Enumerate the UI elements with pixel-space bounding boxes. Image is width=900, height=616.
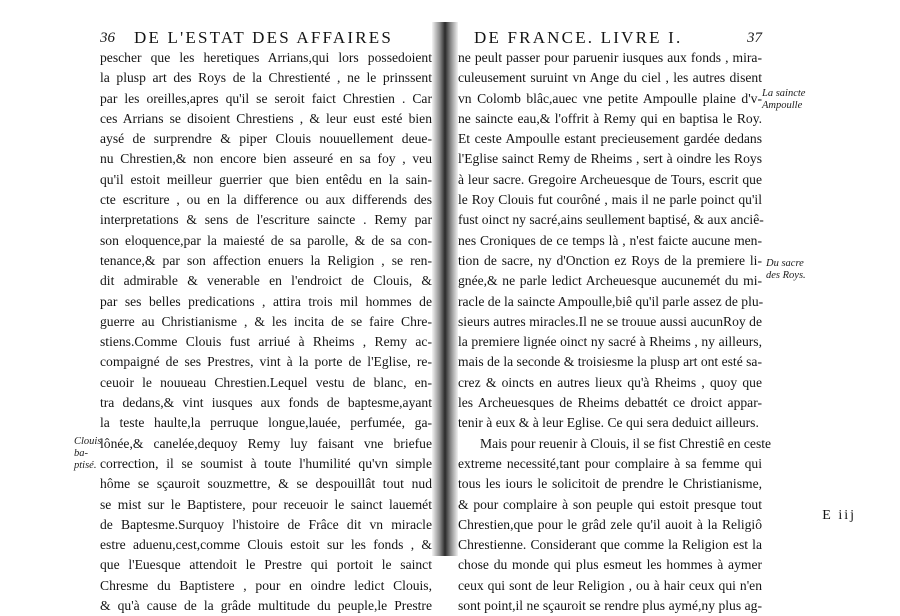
right-margin-note-ampoulle	[762, 88, 820, 112]
text-line: Chresme du Baptistere , pour en oindre ledict Clouis,	[100, 577, 432, 593]
text-line: de Baptesme.Surquoy l'histoire de Frâce dit vn miracle	[100, 516, 432, 532]
text-line: Et ceste Ampoulle estant precieusement gardée dedans	[458, 131, 762, 147]
left-page-text	[100, 48, 432, 616]
text-line: à leur sacre. Gregoire Archeuesque de Tours, escrit que	[458, 171, 762, 187]
left-running-title: DE L'ESTAT DES AFFAIRES	[134, 28, 394, 47]
text-line: interpretations & sens de l'escriture saincte . Remy par	[100, 212, 432, 228]
text-line: tion de sacre, ny d'Onction ez Roys de la premiere li-	[458, 252, 762, 268]
text-line: cte escriture , ou en la difference ou aux differends des	[100, 192, 432, 208]
text-line: correction, il se soumist à toute l'humilité qu'vn simple	[100, 455, 432, 471]
right-page-number: 37	[747, 30, 762, 46]
text-line: que l'Euesque attendoit le Prestre qui portoit le sainct	[100, 557, 432, 573]
text-line: l'Eglise sainct Remy de Rheims , sert à oindre les Roys	[458, 151, 762, 167]
text-line: tenance,& par son affection enuers la Religion , se ren-	[100, 252, 432, 268]
text-line: ne saincte eau,& l'offrit à Remy qui en baptisa le Roy.	[458, 110, 762, 126]
text-line: hôme se sçauroit souzmettre, & se despouillât tout nud	[100, 476, 432, 492]
text-line: dit admirable & venerable en l'endroict de Clouis, &	[100, 273, 432, 289]
margin-note-line: Du sacre	[766, 258, 804, 269]
right-page	[458, 28, 772, 614]
text-line: Mais pour reuenir à Clouis, il se fist Chrestiê en ceste	[480, 435, 772, 451]
text-line: ne peult passer pour paruenir iusques aux fonds , mira-	[458, 50, 762, 65]
text-line: se mist sur le Baptistere, pour receuoir le sainct lauemét	[100, 496, 432, 512]
text-line: nes Croniques de ce temps là , n'est faicte aucune men-	[458, 232, 762, 248]
right-margin-note-sacre	[766, 258, 816, 282]
text-line: stiens.Comme Clouis fust arriué à Rheims , Remy ac-	[100, 334, 432, 350]
text-line: par ses belles predications , attira trois mil hommes de	[100, 293, 432, 309]
text-line: ces Arrians se disoient Chrestiens , & leur eust esté bien	[100, 110, 432, 126]
left-margin-note	[74, 436, 114, 472]
text-line: crez & oincts en autres lieux qu'à Rheims , quoy que	[458, 374, 762, 390]
text-line: Chrestien,que pour le grâd zele qu'il auoit à la Religiô	[458, 516, 762, 532]
text-line: nu Chrestien,& non encore bien asseuré en sa foy , veu	[100, 151, 432, 167]
text-line: sieurs autres miracles.Il ne se trouue aussi aucunRoy de	[458, 313, 762, 329]
text-line: lônée,& canelée,dequoy Remy luy faisant vne briefue	[100, 435, 432, 451]
margin-note-line: ptisé.	[74, 460, 97, 471]
left-page-number: 36	[100, 30, 115, 46]
text-line: mais de la seconde & troisiesme la plusp art ont esté sa-	[458, 354, 762, 370]
text-line: tous les iours le solicitoit de prendre le Christianisme,	[458, 476, 762, 492]
margin-note-line: Clouis ba-	[74, 436, 102, 459]
margin-note-line: des Roys.	[766, 270, 806, 281]
text-line: le Roy Clouis fut courôné , mais il ne parle poinct qu'il	[458, 192, 762, 208]
text-line: culeusement suruint vn Ange du ciel , les autres disent	[458, 70, 762, 86]
text-line: les Archeuesques de Rheims debattét ce droict appar-	[458, 395, 762, 411]
margin-note-line: La saincte	[762, 88, 806, 99]
text-line: son eloquence,par la maiesté de sa parolle, & de sa con-	[100, 232, 432, 248]
text-line: pescher que les heretiques Arrians,qui lors possedoient	[100, 50, 432, 65]
text-line: vn Colomb blâc,auec vne petite Ampoulle plaine d'v-	[458, 90, 762, 106]
text-line: chose du monde qui plus esmeut les hommes à aymer	[458, 557, 762, 573]
text-line: Chrestienne. Considerant que comme la Religion est la	[458, 537, 762, 553]
text-line: ceux qui sont de leur Religion , ou à hair ceux qui n'en	[458, 577, 762, 593]
book-gutter	[432, 22, 458, 556]
text-line: & pour complaire à son peuple qui estoit presque tout	[458, 496, 762, 512]
text-line: tra dedans,& vint iusques aux fonds de baptesme,ayant	[100, 395, 432, 411]
text-line: sont point,il ne sçauroit se rendre plus aymé,ny plus ag-	[458, 598, 762, 614]
text-line: & qu'à cause de la grâde multitude du peuple,le Prestre	[100, 598, 432, 614]
text-line: la plusp art des Roys de la Chrestienté , ne le prinssent	[100, 70, 432, 86]
margin-note-line: Ampoulle	[762, 100, 803, 111]
text-line: compaigné de ses Prestres, vint à la porte de l'Eglise, re-	[100, 354, 432, 370]
text-line: aysé de surprendre & piper Clouis nouuellement deue-	[100, 131, 432, 147]
text-line: gnée,& ne parle ledict Archeuesque aucunemét du mi-	[458, 273, 762, 289]
text-line: qu'il estoit meilleur guerrier que bien entêdu en la sain-	[100, 171, 432, 187]
text-line: la premiere lignée oinct ny sacré à Rheims , ny ailleurs,	[458, 334, 762, 350]
right-running-title: DE FRANCE. LIVRE I.	[474, 28, 683, 47]
text-line: tenir à eux & à leur Eglise. Ce qui sera deduict ailleurs.	[458, 415, 759, 431]
right-page-text	[458, 48, 772, 616]
signature-mark: E iij	[822, 508, 856, 523]
text-line: la teste haulte,la perruque longue,lauée, perfumée, ga-	[100, 415, 432, 431]
text-line: extreme necessité,tant pour complaire à sa femme qui	[458, 455, 762, 471]
text-line: fust oinct ny sacré,ains seullement baptisé, & aux anciê-	[458, 212, 764, 228]
text-line: ceuoir le nouueau Chrestien.Lequel vestu de blanc, en-	[100, 374, 432, 390]
text-line: guerre au Christianisme , & les incita de se faire Chre-	[100, 313, 432, 329]
left-page	[100, 28, 432, 614]
text-line: racle de la saincte Ampoulle,biê qu'il parle assez de plu-	[458, 293, 764, 309]
text-line: par les oreilles,apres qu'il se seroit faict Chrestien . Car	[100, 90, 432, 106]
text-line: estre aduenu,cest,comme Clouis estoit sur les fonds , &	[100, 537, 432, 553]
